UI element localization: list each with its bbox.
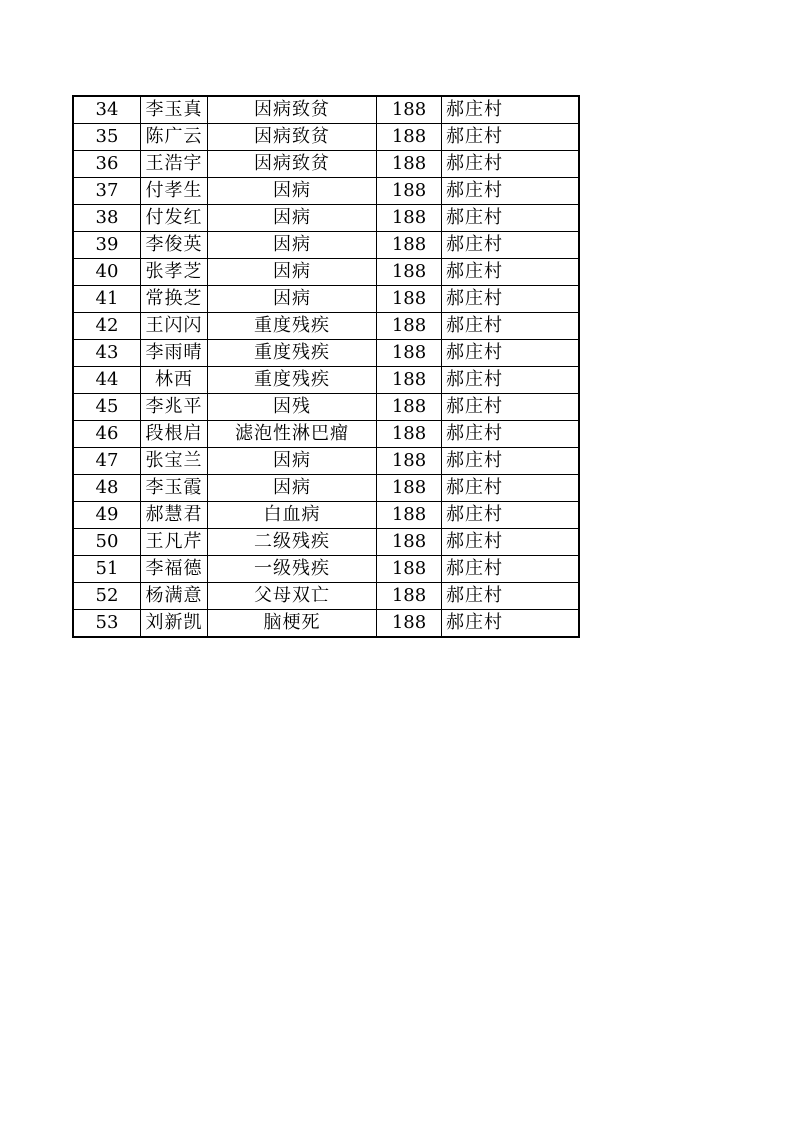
amount-cell: 188	[377, 286, 442, 313]
name-cell: 李玉真	[141, 96, 208, 124]
village-cell: 郝庄村	[442, 205, 580, 232]
village-cell: 郝庄村	[442, 529, 580, 556]
row-number-cell: 48	[73, 475, 141, 502]
row-number-cell: 42	[73, 313, 141, 340]
reason-cell: 因病	[208, 232, 377, 259]
table-row	[73, 232, 579, 259]
table-row	[73, 394, 579, 421]
village-cell: 郝庄村	[442, 610, 580, 638]
name-cell: 付孝生	[141, 178, 208, 205]
name-cell: 陈广云	[141, 124, 208, 151]
reason-cell: 因病致贫	[208, 96, 377, 124]
amount-cell: 188	[377, 96, 442, 124]
name-cell: 杨满意	[141, 583, 208, 610]
amount-cell: 188	[377, 583, 442, 610]
village-cell: 郝庄村	[442, 286, 580, 313]
reason-cell: 因病致贫	[208, 124, 377, 151]
amount-cell: 188	[377, 475, 442, 502]
table-row	[73, 502, 579, 529]
table-row	[73, 367, 579, 394]
name-cell: 刘新凯	[141, 610, 208, 638]
row-number-cell: 40	[73, 259, 141, 286]
amount-cell: 188	[377, 124, 442, 151]
village-cell: 郝庄村	[442, 232, 580, 259]
amount-cell: 188	[377, 394, 442, 421]
village-cell: 郝庄村	[442, 178, 580, 205]
name-cell: 王浩宇	[141, 151, 208, 178]
amount-cell: 188	[377, 232, 442, 259]
row-number-cell: 49	[73, 502, 141, 529]
village-cell: 郝庄村	[442, 583, 580, 610]
table-row	[73, 259, 579, 286]
reason-cell: 因病致贫	[208, 151, 377, 178]
row-number-cell: 50	[73, 529, 141, 556]
amount-cell: 188	[377, 610, 442, 638]
name-cell: 王凡芹	[141, 529, 208, 556]
row-number-cell: 52	[73, 583, 141, 610]
table-row	[73, 610, 579, 638]
beneficiary-table	[72, 95, 580, 638]
reason-cell: 因病	[208, 178, 377, 205]
name-cell: 林西	[141, 367, 208, 394]
table-row	[73, 205, 579, 232]
table-row	[73, 583, 579, 610]
reason-cell: 脑梗死	[208, 610, 377, 638]
name-cell: 李雨晴	[141, 340, 208, 367]
table-row	[73, 313, 579, 340]
village-cell: 郝庄村	[442, 124, 580, 151]
reason-cell: 一级残疾	[208, 556, 377, 583]
village-cell: 郝庄村	[442, 340, 580, 367]
reason-cell: 因病	[208, 286, 377, 313]
village-cell: 郝庄村	[442, 421, 580, 448]
table-row	[73, 124, 579, 151]
village-cell: 郝庄村	[442, 151, 580, 178]
name-cell: 郝慧君	[141, 502, 208, 529]
row-number-cell: 46	[73, 421, 141, 448]
village-cell: 郝庄村	[442, 96, 580, 124]
reason-cell: 滤泡性淋巴瘤	[208, 421, 377, 448]
name-cell: 李俊英	[141, 232, 208, 259]
amount-cell: 188	[377, 151, 442, 178]
row-number-cell: 51	[73, 556, 141, 583]
row-number-cell: 41	[73, 286, 141, 313]
reason-cell: 重度残疾	[208, 313, 377, 340]
reason-cell: 白血病	[208, 502, 377, 529]
village-cell: 郝庄村	[442, 475, 580, 502]
row-number-cell: 44	[73, 367, 141, 394]
amount-cell: 188	[377, 259, 442, 286]
village-cell: 郝庄村	[442, 259, 580, 286]
name-cell: 李兆平	[141, 394, 208, 421]
table-row	[73, 556, 579, 583]
row-number-cell: 37	[73, 178, 141, 205]
table-row	[73, 286, 579, 313]
row-number-cell: 39	[73, 232, 141, 259]
village-cell: 郝庄村	[442, 367, 580, 394]
row-number-cell: 45	[73, 394, 141, 421]
name-cell: 张宝兰	[141, 448, 208, 475]
table-row	[73, 178, 579, 205]
amount-cell: 188	[377, 313, 442, 340]
amount-cell: 188	[377, 178, 442, 205]
name-cell: 付发红	[141, 205, 208, 232]
table-row	[73, 96, 579, 124]
row-number-cell: 38	[73, 205, 141, 232]
reason-cell: 父母双亡	[208, 583, 377, 610]
amount-cell: 188	[377, 205, 442, 232]
table-row	[73, 151, 579, 178]
table-row	[73, 529, 579, 556]
table-row	[73, 340, 579, 367]
name-cell: 李福德	[141, 556, 208, 583]
row-number-cell: 53	[73, 610, 141, 638]
village-cell: 郝庄村	[442, 556, 580, 583]
name-cell: 李玉霞	[141, 475, 208, 502]
amount-cell: 188	[377, 367, 442, 394]
reason-cell: 因病	[208, 475, 377, 502]
village-cell: 郝庄村	[442, 313, 580, 340]
name-cell: 王闪闪	[141, 313, 208, 340]
name-cell: 张孝芝	[141, 259, 208, 286]
reason-cell: 因病	[208, 259, 377, 286]
reason-cell: 重度残疾	[208, 340, 377, 367]
name-cell: 常换芝	[141, 286, 208, 313]
table-row	[73, 475, 579, 502]
reason-cell: 因病	[208, 205, 377, 232]
name-cell: 段根启	[141, 421, 208, 448]
row-number-cell: 35	[73, 124, 141, 151]
row-number-cell: 47	[73, 448, 141, 475]
amount-cell: 188	[377, 448, 442, 475]
amount-cell: 188	[377, 529, 442, 556]
amount-cell: 188	[377, 340, 442, 367]
village-cell: 郝庄村	[442, 502, 580, 529]
row-number-cell: 34	[73, 96, 141, 124]
amount-cell: 188	[377, 421, 442, 448]
village-cell: 郝庄村	[442, 394, 580, 421]
table-row	[73, 448, 579, 475]
row-number-cell: 36	[73, 151, 141, 178]
table-body	[73, 96, 579, 637]
reason-cell: 二级残疾	[208, 529, 377, 556]
table-row	[73, 421, 579, 448]
amount-cell: 188	[377, 502, 442, 529]
row-number-cell: 43	[73, 340, 141, 367]
amount-cell: 188	[377, 556, 442, 583]
reason-cell: 重度残疾	[208, 367, 377, 394]
reason-cell: 因病	[208, 448, 377, 475]
village-cell: 郝庄村	[442, 448, 580, 475]
reason-cell: 因残	[208, 394, 377, 421]
